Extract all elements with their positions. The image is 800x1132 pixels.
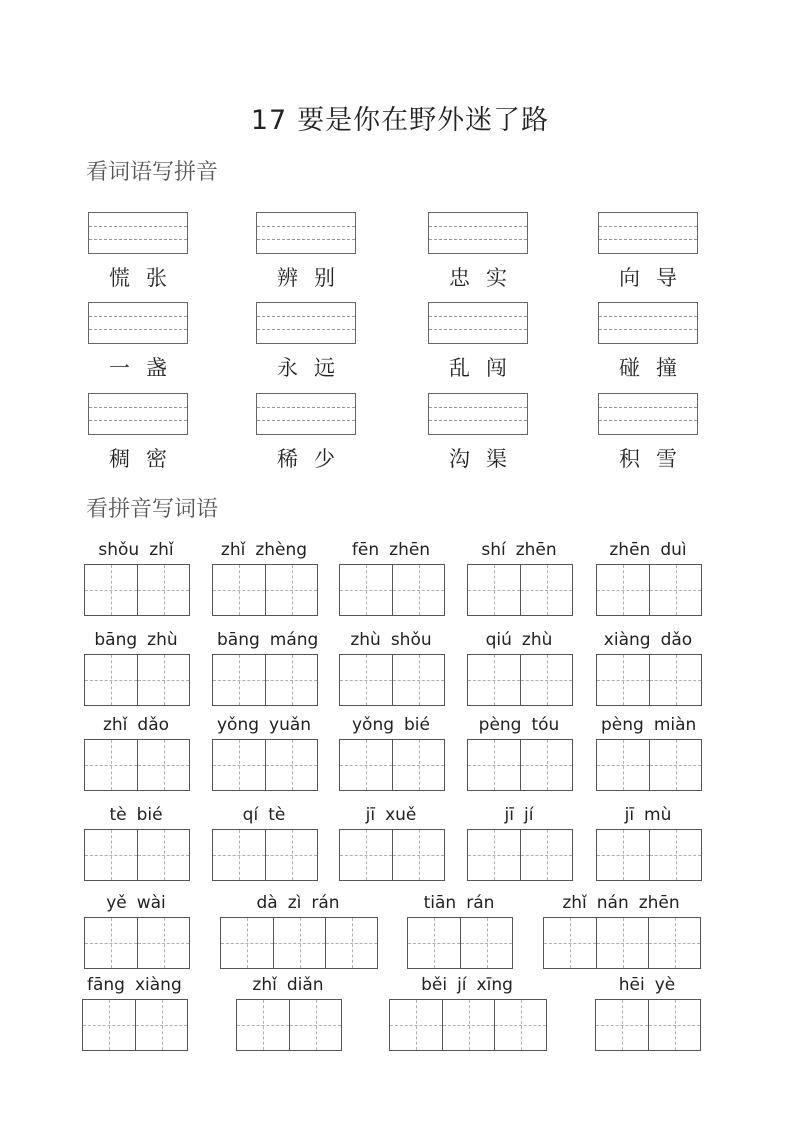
section-heading-write-words: 看拼音写词语 (86, 497, 219, 522)
character-cell[interactable] (520, 565, 572, 615)
character-cell[interactable] (85, 830, 137, 880)
pinyin-answer-box[interactable] (256, 393, 356, 435)
pinyin-prompt (339, 540, 443, 560)
character-cell[interactable] (596, 1000, 648, 1050)
pinyin-syllable: qiú (485, 630, 512, 650)
character-cell[interactable] (597, 830, 649, 880)
pinyin-syllable: pèng (601, 715, 644, 735)
pinyin-syllable: qí (242, 805, 259, 825)
pinyin-prompt (82, 975, 186, 995)
character-grid (236, 999, 342, 1051)
character-cell[interactable] (392, 740, 444, 790)
pinyin-prompt (339, 715, 443, 735)
pinyin-syllable: zhù (350, 630, 381, 650)
pinyin-syllable: hēi (618, 975, 645, 995)
pinyin-syllable: pèng (478, 715, 522, 735)
character-cell[interactable] (649, 830, 701, 880)
character-cell[interactable] (520, 655, 572, 705)
pinyin-syllable: zhèng (255, 540, 308, 560)
pinyin-answer-box[interactable] (428, 302, 528, 344)
pinyin-prompt (339, 630, 443, 650)
pinyin-prompt (236, 975, 340, 995)
pinyin-syllable: miàn (653, 715, 697, 735)
pinyin-answer-box[interactable] (428, 212, 528, 254)
character-grid (220, 917, 378, 969)
vocab-word: 碰撞 (619, 356, 693, 380)
pinyin-syllable: shǒu (390, 630, 432, 650)
pinyin-answer-box[interactable] (598, 393, 698, 435)
character-cell[interactable] (392, 830, 444, 880)
character-cell[interactable] (221, 918, 273, 968)
vocab-word: 慌张 (109, 266, 183, 290)
character-cell[interactable] (137, 830, 189, 880)
pinyin-syllable: xīng (476, 975, 513, 995)
character-grid (467, 564, 573, 616)
character-grid (596, 564, 702, 616)
character-grid (596, 829, 702, 881)
character-grid (407, 917, 513, 969)
pinyin-syllable: jī (365, 805, 376, 825)
vocab-word: 忠实 (449, 266, 523, 290)
pinyin-syllable: zhēn (515, 540, 557, 560)
section-heading-write-pinyin: 看词语写拼音 (86, 160, 219, 185)
character-cell[interactable] (340, 565, 392, 615)
character-cell[interactable] (468, 655, 520, 705)
pinyin-syllable: tè (268, 805, 286, 825)
vocab-word: 永远 (277, 356, 351, 380)
lesson-title: 要是你在野外迷了路 (297, 105, 550, 136)
pinyin-syllable: yǒng (217, 715, 260, 735)
character-cell[interactable] (460, 918, 512, 968)
page-title (0, 98, 800, 137)
pinyin-syllable: zì (287, 893, 302, 913)
pinyin-prompt (212, 805, 316, 825)
character-cell[interactable] (137, 655, 189, 705)
character-cell[interactable] (137, 918, 189, 968)
character-grid (596, 739, 702, 791)
pinyin-syllable: dǎo (137, 715, 170, 735)
character-grid (543, 917, 701, 969)
vocab-word: 稠密 (109, 447, 183, 471)
pinyin-prompt (467, 805, 571, 825)
character-grid (339, 739, 445, 791)
character-grid (467, 739, 573, 791)
pinyin-syllable: yè (654, 975, 676, 995)
character-cell[interactable] (544, 918, 596, 968)
character-cell[interactable] (213, 655, 265, 705)
character-grid (84, 654, 190, 706)
character-grid (84, 917, 190, 969)
vocab-word: 辨别 (277, 266, 351, 290)
character-cell[interactable] (85, 918, 137, 968)
pinyin-syllable: dà (256, 893, 278, 913)
pinyin-answer-box[interactable] (598, 302, 698, 344)
vocab-word: 沟渠 (449, 447, 523, 471)
character-grid (389, 999, 547, 1051)
pinyin-syllable: zhǐ (562, 893, 587, 913)
pinyin-prompt (212, 715, 316, 735)
pinyin-syllable: rán (311, 893, 340, 913)
vocab-word: 稀少 (277, 447, 351, 471)
character-cell[interactable] (649, 740, 701, 790)
pinyin-prompt (84, 805, 188, 825)
pinyin-prompt (407, 893, 511, 913)
character-cell[interactable] (325, 918, 377, 968)
character-grid (595, 999, 701, 1051)
character-cell[interactable] (83, 1000, 135, 1050)
character-cell[interactable] (85, 655, 137, 705)
character-cell[interactable] (340, 830, 392, 880)
pinyin-syllable: nán (596, 893, 629, 913)
pinyin-syllable: jī (624, 805, 635, 825)
character-cell[interactable] (340, 655, 392, 705)
pinyin-syllable: yě (106, 893, 127, 913)
pinyin-syllable: zhēn (609, 540, 651, 560)
pinyin-syllable: yǒng (351, 715, 395, 735)
pinyin-syllable: tiān (423, 893, 457, 913)
character-cell[interactable] (85, 565, 137, 615)
character-cell[interactable] (468, 830, 520, 880)
pinyin-syllable: xuě (385, 805, 417, 825)
character-cell[interactable] (340, 740, 392, 790)
character-grid (467, 829, 573, 881)
character-cell[interactable] (649, 655, 701, 705)
pinyin-prompt (220, 893, 376, 913)
pinyin-prompt (467, 630, 571, 650)
character-cell[interactable] (392, 655, 444, 705)
pinyin-prompt (543, 893, 699, 913)
pinyin-answer-box[interactable] (88, 212, 188, 254)
pinyin-syllable: jí (457, 975, 467, 995)
pinyin-syllable: bié (404, 715, 430, 735)
pinyin-syllable: bāng (217, 630, 260, 650)
pinyin-prompt (596, 715, 700, 735)
character-cell[interactable] (442, 1000, 494, 1050)
character-grid (212, 654, 318, 706)
character-cell[interactable] (520, 830, 572, 880)
pinyin-syllable: zhǐ (149, 540, 174, 560)
pinyin-syllable: zhēn (638, 893, 680, 913)
pinyin-prompt (389, 975, 545, 995)
pinyin-syllable: shí (481, 540, 506, 560)
character-cell[interactable] (597, 655, 649, 705)
pinyin-syllable: xiàng (134, 975, 182, 995)
pinyin-prompt (212, 540, 316, 560)
pinyin-syllable: shǒu (98, 540, 140, 560)
pinyin-prompt (596, 630, 700, 650)
pinyin-syllable: fēn (351, 540, 380, 560)
character-grid (212, 739, 318, 791)
pinyin-syllable: jī (504, 805, 514, 825)
pinyin-syllable: zhǐ (102, 715, 128, 735)
character-cell[interactable] (265, 830, 317, 880)
pinyin-syllable: jí (524, 805, 534, 825)
character-cell[interactable] (213, 740, 265, 790)
character-cell[interactable] (213, 830, 265, 880)
character-grid (596, 654, 702, 706)
pinyin-prompt (596, 540, 700, 560)
character-cell[interactable] (468, 740, 520, 790)
vocab-word: 积雪 (619, 447, 693, 471)
vocab-word: 一盏 (109, 356, 183, 380)
character-grid (212, 829, 318, 881)
pinyin-syllable: wài (136, 893, 166, 913)
character-cell[interactable] (520, 740, 572, 790)
pinyin-prompt (596, 805, 700, 825)
character-cell[interactable] (596, 918, 648, 968)
character-cell[interactable] (137, 565, 189, 615)
pinyin-syllable: tóu (531, 715, 560, 735)
pinyin-prompt (84, 630, 188, 650)
character-grid (84, 739, 190, 791)
character-cell[interactable] (468, 565, 520, 615)
pinyin-syllable: bié (136, 805, 163, 825)
character-cell[interactable] (392, 565, 444, 615)
character-cell[interactable] (273, 918, 325, 968)
pinyin-prompt (84, 893, 188, 913)
pinyin-syllable: zhǐ (220, 540, 246, 560)
vocab-word: 向导 (619, 266, 693, 290)
character-grid (339, 564, 445, 616)
pinyin-syllable: zhù (521, 630, 553, 650)
pinyin-prompt (84, 715, 188, 735)
character-grid (467, 654, 573, 706)
character-cell[interactable] (289, 1000, 341, 1050)
pinyin-answer-box[interactable] (256, 212, 356, 254)
character-grid (84, 564, 190, 616)
pinyin-prompt (84, 540, 188, 560)
pinyin-syllable: diǎn (286, 975, 324, 995)
character-cell[interactable] (85, 740, 137, 790)
character-cell[interactable] (648, 1000, 700, 1050)
pinyin-prompt (339, 805, 443, 825)
character-cell[interactable] (265, 740, 317, 790)
character-grid (339, 654, 445, 706)
pinyin-answer-box[interactable] (88, 302, 188, 344)
pinyin-syllable: dǎo (660, 630, 693, 650)
pinyin-syllable: zhēn (389, 540, 431, 560)
pinyin-syllable: zhù (147, 630, 178, 650)
pinyin-syllable: mù (644, 805, 672, 825)
character-cell[interactable] (648, 918, 700, 968)
pinyin-prompt (467, 715, 571, 735)
pinyin-syllable: xiàng (603, 630, 651, 650)
pinyin-syllable: rán (466, 893, 495, 913)
lesson-number: 17 (250, 105, 288, 136)
character-cell[interactable] (390, 1000, 442, 1050)
pinyin-answer-box[interactable] (256, 302, 356, 344)
character-cell[interactable] (213, 565, 265, 615)
character-cell[interactable] (137, 740, 189, 790)
pinyin-syllable: zhǐ (252, 975, 277, 995)
character-cell[interactable] (408, 918, 460, 968)
pinyin-syllable: běi (421, 975, 448, 995)
pinyin-prompt (595, 975, 699, 995)
pinyin-answer-box[interactable] (428, 393, 528, 435)
pinyin-syllable: tè (109, 805, 127, 825)
pinyin-syllable: yuǎn (269, 715, 312, 735)
character-grid (212, 564, 318, 616)
character-grid (339, 829, 445, 881)
character-cell[interactable] (237, 1000, 289, 1050)
character-cell[interactable] (265, 655, 317, 705)
pinyin-syllable: bāng (94, 630, 138, 650)
character-cell[interactable] (494, 1000, 546, 1050)
pinyin-syllable: fāng (87, 975, 125, 995)
character-cell[interactable] (597, 740, 649, 790)
pinyin-answer-box[interactable] (88, 393, 188, 435)
pinyin-prompt (212, 630, 319, 650)
pinyin-answer-box[interactable] (598, 212, 698, 254)
character-grid (84, 829, 190, 881)
character-cell[interactable] (135, 1000, 187, 1050)
character-cell[interactable] (597, 565, 649, 615)
pinyin-syllable: máng (269, 630, 319, 650)
character-cell[interactable] (649, 565, 701, 615)
vocab-word: 乱闯 (449, 356, 523, 380)
character-grid (82, 999, 188, 1051)
pinyin-syllable: duì (660, 540, 687, 560)
character-cell[interactable] (265, 565, 317, 615)
pinyin-prompt (467, 540, 571, 560)
